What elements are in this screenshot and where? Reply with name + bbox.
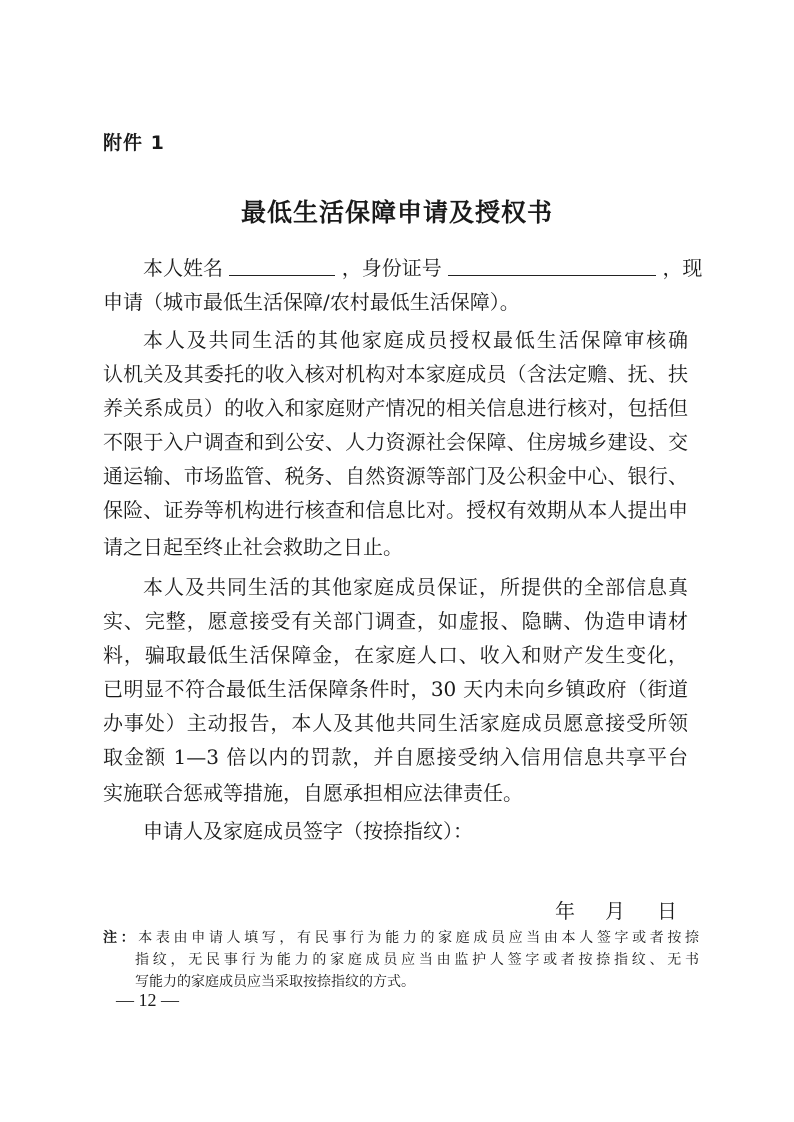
para2-line: 本人及共同生活的其他家庭成员保证，所提供的全部信息真 — [143, 575, 688, 599]
intro-line-2: 申请（城市最低生活保障/农村最低生活保障）。 — [103, 290, 520, 314]
page-number: — 12 — — [116, 990, 179, 1010]
para2-line: 已明显不符合最低生活保障条件时，30 天内未向乡镇政府（街道 — [103, 677, 688, 701]
date-line — [555, 895, 677, 924]
para1-line: 本人及共同生活的其他家庭成员授权最低生活保障审核确 — [143, 328, 688, 352]
para2-line: 实、完整，愿意接受有关部门调查，如虚报、隐瞒、伪造申请材 — [103, 609, 688, 633]
para1-line: 通运输、市场监管、税务、自然资源等部门及公积金中心、银行、 — [103, 464, 688, 488]
intro-end: ，现 — [662, 256, 703, 280]
note-line-2: 指纹，无民事行为能力的家庭成员应当由监护人签字或者按捺指纹、无书 — [135, 952, 699, 968]
para1-line: 认机关及其委托的收入核对机构对本家庭成员（含法定赡、抚、扶 — [103, 362, 688, 386]
para2-line: 料，骗取最低生活保障金，在家庭人口、收入和财产发生变化， — [103, 643, 688, 667]
date-month: 月 — [605, 899, 625, 923]
note-line-1 — [103, 927, 699, 949]
attachment-label: 附件 1 — [103, 132, 165, 154]
id-number-blank[interactable] — [448, 253, 656, 276]
para2-line: 取金额 1—3 倍以内的罚款，并自愿接受纳入信用信息共享平台 — [103, 745, 688, 769]
para2-line: 办事处）主动报告，本人及其他共同生活家庭成员愿意接受所领 — [103, 711, 688, 735]
note-label: 注： — [103, 930, 139, 946]
document-title: 最低生活保障申请及授权书 — [240, 198, 553, 227]
id-label: ，身份证号 — [341, 256, 442, 280]
note-line-3: 写能力的家庭成员应当采取按捺指纹的方式。 — [135, 974, 415, 990]
para2-line: 实施联合惩戒等措施，自愿承担相应法律责任。 — [103, 781, 523, 805]
para1-line: 不限于入户调查和到公安、人力资源社会保障、住房城乡建设、交 — [103, 430, 688, 454]
date-day: 日 — [657, 899, 677, 923]
signature-label: 申请人及家庭成员签字（按捺指纹）： — [143, 819, 473, 843]
name-label: 本人姓名 — [143, 256, 223, 280]
note-text: 本表由申请人填写，有民事行为能力的家庭成员应当由本人签字或者按捺 — [138, 930, 700, 946]
para1-line: 养关系成员）的收入和家庭财产情况的相关信息进行核对，包括但 — [103, 396, 688, 420]
para1-line: 请之日起至终止社会救助之日止。 — [103, 535, 403, 559]
date-year: 年 — [555, 899, 575, 923]
name-blank[interactable] — [229, 253, 335, 276]
intro-line-1 — [143, 251, 703, 285]
para1-line: 保险、证券等机构进行核查和信息比对。授权有效期从本人提出申 — [103, 498, 688, 522]
